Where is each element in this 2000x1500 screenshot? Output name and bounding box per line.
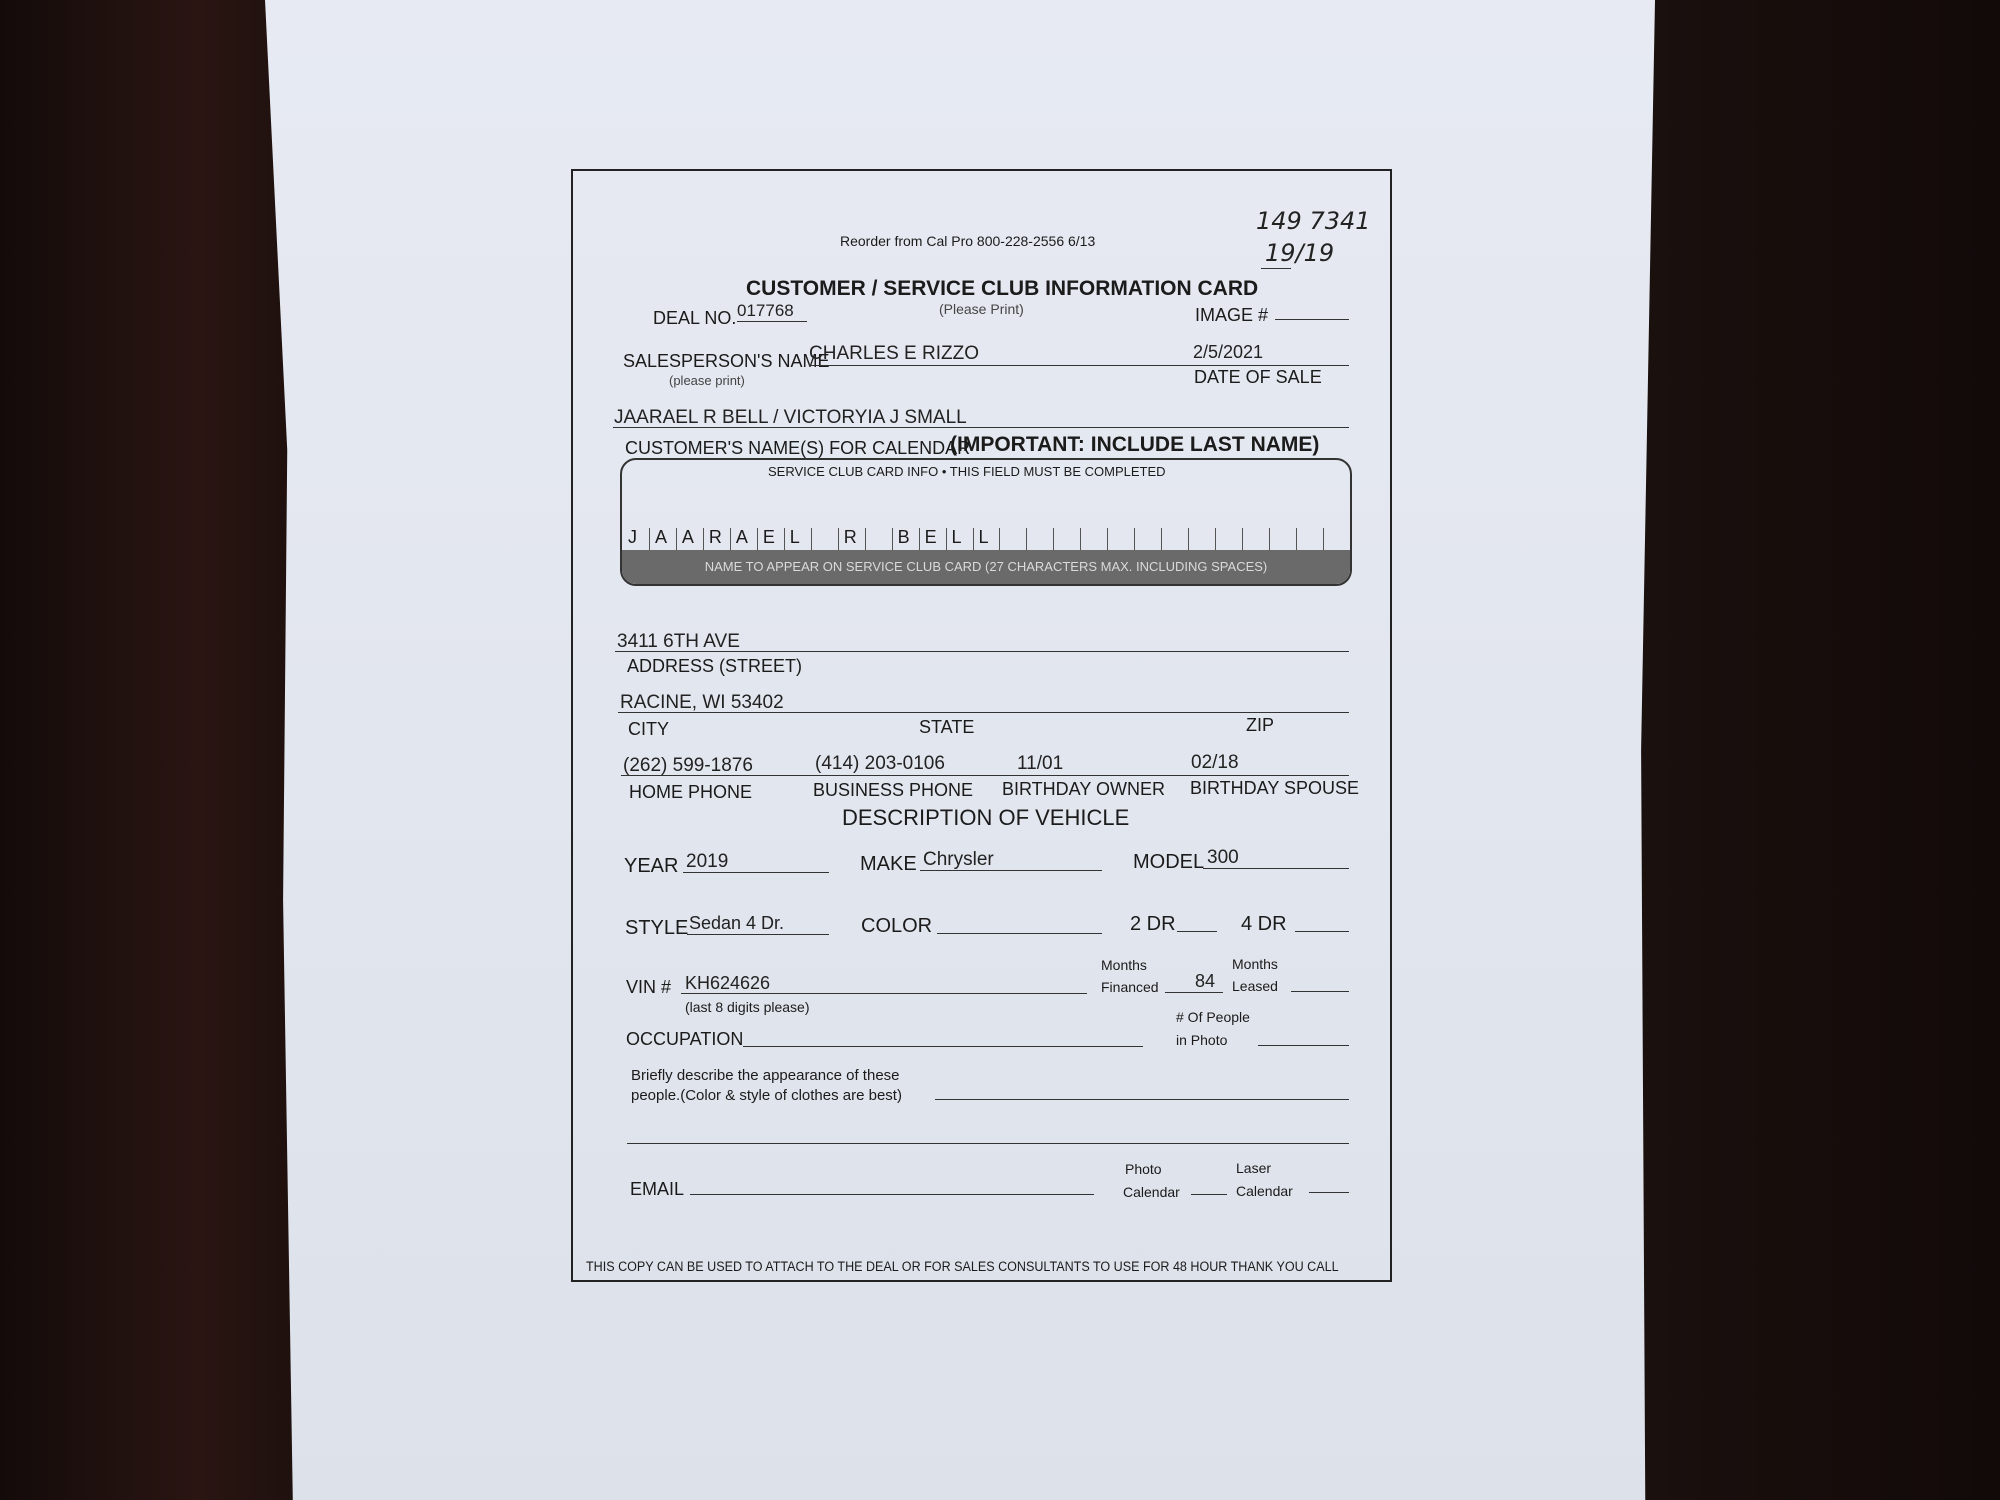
handwritten-number: 149 7341 (1256, 207, 1371, 235)
email-line (690, 1194, 1094, 1195)
information-card-form (571, 169, 1392, 1282)
letter-divider (1053, 528, 1054, 550)
city-label: CITY (628, 719, 670, 739)
months-financed-label-bottom: Financed (1101, 979, 1159, 995)
service-card-header: SERVICE CLUB CARD INFO • THIS FIELD MUST BE COMPLETED (768, 464, 1166, 479)
people-in-photo-line (1258, 1045, 1349, 1046)
describe-line-1 (935, 1099, 1349, 1100)
occupation-line (743, 1046, 1143, 1047)
salesperson-name: CHARLES E RIZZO (809, 343, 979, 364)
business-phone-label: BUSINESS PHONE (813, 780, 974, 800)
salesperson-line (809, 365, 1349, 366)
service-card-letter: L (951, 527, 962, 547)
handwritten-underline (1261, 268, 1291, 269)
make-value: Chrysler (923, 849, 994, 870)
letter-divider (676, 528, 677, 550)
service-club-card-box (620, 458, 1352, 586)
reorder-text: Reorder from Cal Pro 800-228-2556 6/13 (840, 233, 1096, 249)
letter-divider (1188, 528, 1189, 550)
service-card-letter: R (708, 527, 722, 547)
letter-divider (999, 528, 1000, 550)
letter-divider (703, 528, 704, 550)
vin-value: KH624626 (685, 973, 771, 993)
four-door-line (1295, 931, 1349, 932)
letter-divider (892, 528, 893, 550)
months-leased-label-top: Months (1232, 956, 1278, 972)
letter-divider (649, 528, 650, 550)
footer-note: THIS COPY CAN BE USED TO ATTACH TO THE DEAL OR FOR SALES CONSULTANTS TO USE FOR 48 HOUR THANK YOU CALL (586, 1259, 1339, 1274)
letter-divider (838, 528, 839, 550)
customer-names-line (613, 427, 1349, 428)
image-line (1275, 319, 1349, 320)
customer-names-value: JAARAEL R BELL / VICTORYIA J SMALL (614, 407, 967, 428)
year-value: 2019 (686, 851, 729, 872)
service-card-letter: A (654, 527, 667, 547)
letter-divider (1323, 528, 1324, 550)
model-line (1203, 868, 1349, 869)
birthday-owner-label: BIRTHDAY OWNER (1002, 779, 1166, 799)
make-line (920, 870, 1102, 871)
months-financed-line (1165, 992, 1223, 993)
color-line (937, 933, 1102, 934)
date-of-sale-value: 2/5/2021 (1193, 342, 1264, 362)
letter-divider (1161, 528, 1162, 550)
laser-calendar-label-bottom: Calendar (1236, 1183, 1293, 1199)
customer-names-label: CUSTOMER'S NAME(S) FOR CALENDAR (625, 438, 971, 458)
letter-divider (946, 528, 947, 550)
salesperson-label: SALESPERSON'S NAME (623, 351, 830, 371)
city-line (618, 712, 1349, 713)
two-door-label: 2 DR (1130, 913, 1176, 935)
model-label: MODEL (1133, 851, 1205, 873)
style-label: STYLE (625, 917, 689, 939)
letter-divider (1296, 528, 1297, 550)
home-phone-label: HOME PHONE (629, 782, 753, 802)
people-in-photo-label-top: # Of People (1176, 1009, 1250, 1025)
two-door-line (1177, 931, 1217, 932)
photo-calendar-label-top: Photo (1125, 1161, 1162, 1177)
months-financed-label-top: Months (1101, 957, 1147, 973)
describe-label-line2: people.(Color & style of clothes are best) (631, 1087, 902, 1104)
color-label: COLOR (861, 915, 933, 937)
months-financed-value: 84 (1195, 971, 1216, 991)
months-leased-line (1291, 991, 1349, 992)
city-state-zip-value: RACINE, WI 53402 (620, 692, 784, 713)
describe-label-line1: Briefly describe the appearance of these (631, 1067, 900, 1084)
style-line (687, 934, 829, 935)
service-card-letter: E (924, 527, 937, 547)
letter-divider (1134, 528, 1135, 550)
street-value: 3411 6TH AVE (617, 631, 740, 652)
letter-divider (784, 528, 785, 550)
photo-calendar-label-bottom: Calendar (1123, 1184, 1180, 1200)
service-card-letter: B (897, 527, 910, 547)
state-label: STATE (919, 717, 975, 737)
background-right (1640, 0, 2000, 1500)
phones-line (621, 775, 1349, 776)
letter-divider (1026, 528, 1027, 550)
birthday-spouse-label: BIRTHDAY SPOUSE (1190, 778, 1360, 798)
important-note: (IMPORTANT: INCLUDE LAST NAME) (950, 433, 1320, 456)
letter-divider (730, 528, 731, 550)
deal-no-line (737, 321, 807, 322)
make-label: MAKE (860, 853, 917, 875)
vehicle-section-title: DESCRIPTION OF VEHICLE (842, 805, 1130, 830)
service-card-letter: L (789, 527, 800, 547)
vin-label: VIN # (626, 977, 672, 997)
year-label: YEAR (624, 855, 679, 877)
occupation-label: OCCUPATION (626, 1029, 744, 1049)
service-card-letter: L (978, 527, 989, 547)
image-label: IMAGE # (1195, 305, 1269, 325)
people-in-photo-label-bottom: in Photo (1176, 1032, 1228, 1048)
salesperson-sublabel: (please print) (669, 373, 745, 388)
letter-divider (1215, 528, 1216, 550)
model-value: 300 (1207, 847, 1239, 868)
letter-divider (811, 528, 812, 550)
letter-divider (919, 528, 920, 550)
service-card-footer: NAME TO APPEAR ON SERVICE CLUB CARD (27 CHARACTERS MAX. INCLUDING SPACES) (622, 550, 1350, 584)
handwritten-fraction: 19/19 (1265, 239, 1335, 267)
date-of-sale-label: DATE OF SALE (1194, 367, 1322, 387)
letter-divider (757, 528, 758, 550)
letter-divider (973, 528, 974, 550)
laser-calendar-line (1309, 1192, 1349, 1193)
service-card-letter: J (628, 527, 637, 547)
letter-divider (1080, 528, 1081, 550)
service-card-letter: R (843, 527, 857, 547)
deal-no-label: DEAL NO. (653, 308, 737, 328)
letter-divider (1242, 528, 1243, 550)
form-title: CUSTOMER / SERVICE CLUB INFORMATION CARD (746, 277, 1259, 300)
vin-line (681, 993, 1087, 994)
laser-calendar-label-top: Laser (1236, 1160, 1272, 1176)
four-door-label: 4 DR (1241, 913, 1287, 935)
style-value: Sedan 4 Dr. (689, 913, 785, 933)
birthday-spouse-value: 02/18 (1191, 752, 1239, 773)
street-line (615, 651, 1349, 652)
letter-divider (1107, 528, 1108, 550)
letter-divider (865, 528, 866, 550)
letter-divider (1350, 528, 1351, 550)
photo-calendar-line (1191, 1194, 1227, 1195)
please-print-note: (Please Print) (939, 301, 1024, 317)
street-label: ADDRESS (STREET) (627, 656, 803, 676)
home-phone-value: (262) 599-1876 (623, 755, 753, 776)
months-leased-label-bottom: Leased (1232, 978, 1278, 994)
business-phone-value: (414) 203-0106 (815, 753, 945, 774)
describe-line-2 (627, 1143, 1349, 1144)
letter-divider (1269, 528, 1270, 550)
zip-label: ZIP (1246, 715, 1275, 735)
vin-note: (last 8 digits please) (685, 999, 810, 1015)
year-line (683, 872, 829, 873)
service-card-letter: E (762, 527, 775, 547)
service-card-letter: A (735, 527, 748, 547)
email-label: EMAIL (630, 1179, 685, 1199)
birthday-owner-value: 11/01 (1017, 753, 1064, 774)
service-card-letter: A (681, 527, 694, 547)
deal-no-value: 017768 (737, 301, 794, 320)
